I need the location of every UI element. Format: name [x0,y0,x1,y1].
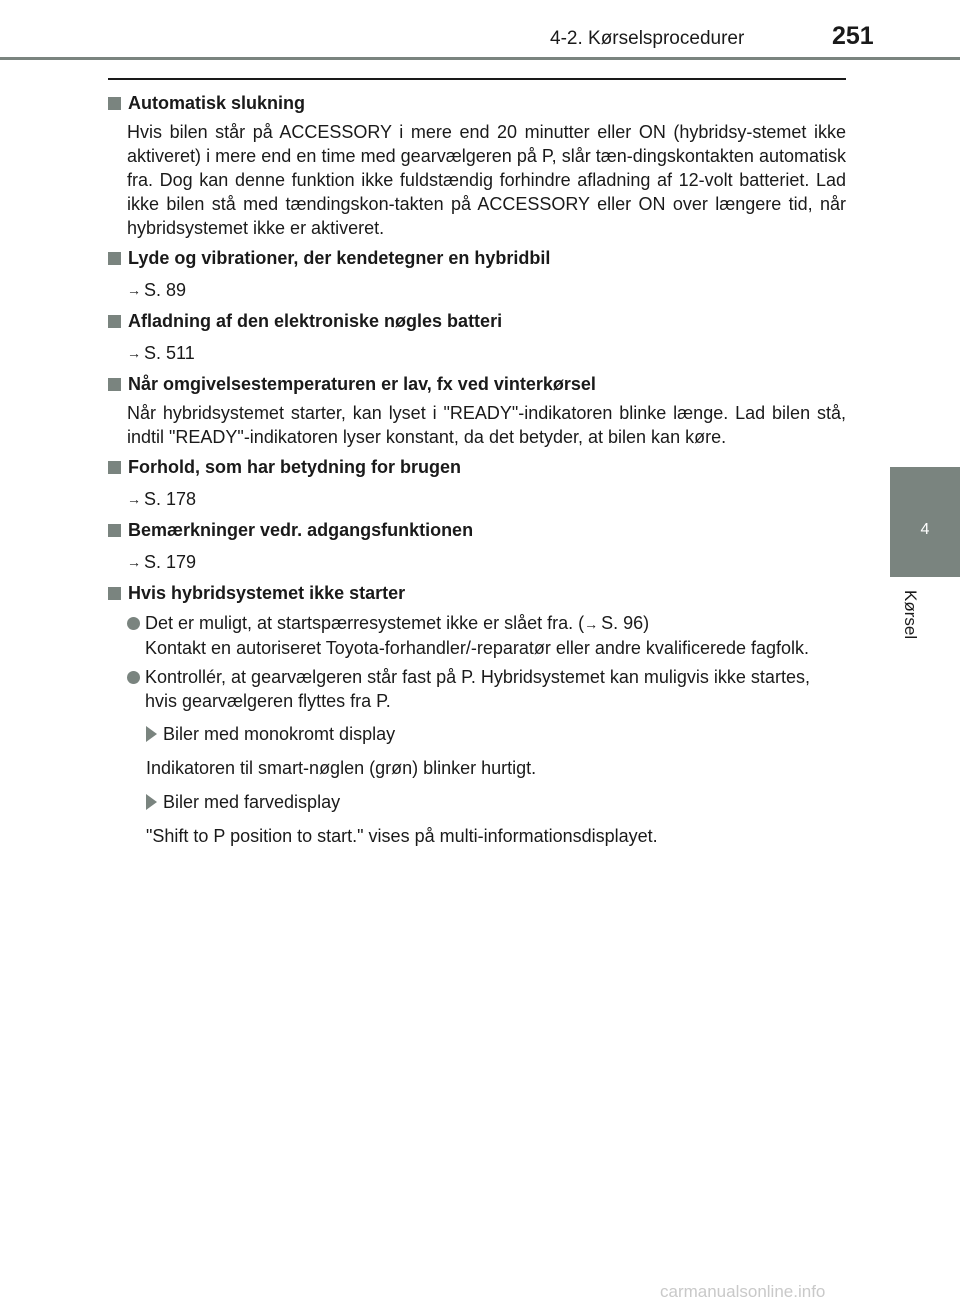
square-bullet-icon [108,315,121,328]
square-bullet-icon [108,97,121,110]
list-item [127,611,846,660]
triangle-right-icon [146,794,157,810]
chapter-number: 4 [920,521,930,538]
arrow-right-icon: → [127,282,141,298]
sub-heading-text: Biler med monokromt display [163,724,396,744]
page-reference[interactable] [127,486,846,512]
circle-bullet-icon [127,671,140,684]
square-bullet-icon [108,524,121,537]
chapter-tab[interactable] [890,467,960,577]
sub-text: Indikatoren til smart-nøglen (grøn) blinker hurtigt. [146,758,537,778]
reference-text: S. 89 [144,280,187,300]
triangle-right-icon [146,726,157,742]
list-item [127,665,846,713]
section-heading [108,245,846,271]
square-bullet-icon [108,461,121,474]
bullet-text: Kontakt en autoriseret Toyota-forhandler/-reparatør eller andre kvalificerede fagfolk. [145,638,810,658]
section-text: Hvis bilen står på ACCESSORY i mere end 20 minutter eller ON (hybridsy-stemet ikke aktiveret) i mere end en time med gearvælgeren på P, slår tæn-dingskontakten automatisk fra. Dog kan denne funktion ikke fuldstændig forhindre afladning af 12-volt batteriet. Lad ikke bilen stå med tændingskon-takten på ACCESSORY eller ON over længere tid, når hybridsystemet ikke er aktiveret. [127,122,846,238]
reference-text: S. 178 [144,489,197,509]
heading-text: Automatisk slukning [128,93,306,113]
heading-text: Hvis hybridsystemet ikke starter [128,583,406,603]
heading-text: Lyde og vibrationer, der kendetegner en hybridbil [128,248,551,268]
section-heading [108,454,846,480]
arrow-right-icon: → [127,554,141,570]
watermark: carmanualsonline.info [660,1282,826,1301]
square-bullet-icon [108,587,121,600]
sub-heading [146,721,846,747]
circle-bullet-icon [127,617,140,630]
sub-heading [146,789,846,815]
bullet-text: Kontrollér, at gearvælgeren står fast på P. Hybridsystemet kan muligvis ikke startes, hvis gearvælgeren flyttes fra P. [145,667,810,711]
page-content [108,90,846,849]
sub-heading-text: Biler med farvedisplay [163,792,341,812]
section-text: Når hybridsystemet starter, kan lyset i "READY"-indikatoren blinke længe. Lad bilen stå, indtil "READY"-indikatoren lyser konstant, da det betyder, at bilen kan køre. [127,403,846,447]
heading-text: Bemærkninger vedr. adgangsfunktionen [128,520,474,540]
arrow-right-icon: → [127,345,141,361]
section-heading [108,371,846,397]
reference-text[interactable]: S. 96) [601,613,650,633]
page-number: 251 [832,22,874,50]
arrow-right-icon: → [584,616,599,632]
square-bullet-icon [108,378,121,391]
reference-text: S. 179 [144,552,197,572]
top-rule [108,78,846,80]
section-title: 4-2. Kørselsprocedurer [550,28,745,49]
arrow-right-icon: → [127,491,141,507]
page-reference[interactable] [127,277,846,303]
chapter-label: Kørsel [901,590,920,640]
page-reference[interactable] [127,549,846,575]
page-header [0,0,960,60]
section-heading [108,517,846,543]
square-bullet-icon [108,252,121,265]
section-heading [108,580,846,606]
heading-text: Når omgivelsestemperaturen er lav, fx ved vinterkørsel [128,374,596,394]
reference-text: S. 511 [144,343,195,363]
page-reference[interactable] [127,340,846,366]
section-heading [108,308,846,334]
heading-text: Afladning af den elektroniske nøgles batteri [128,311,503,331]
heading-text: Forhold, som har betydning for brugen [128,457,461,477]
bullet-text: Det er muligt, at startspærresystemet ikke er slået fra. ( [145,613,585,633]
sub-text: "Shift to P position to start." vises på multi-informationsdisplayet. [146,826,658,846]
section-heading [108,90,846,116]
